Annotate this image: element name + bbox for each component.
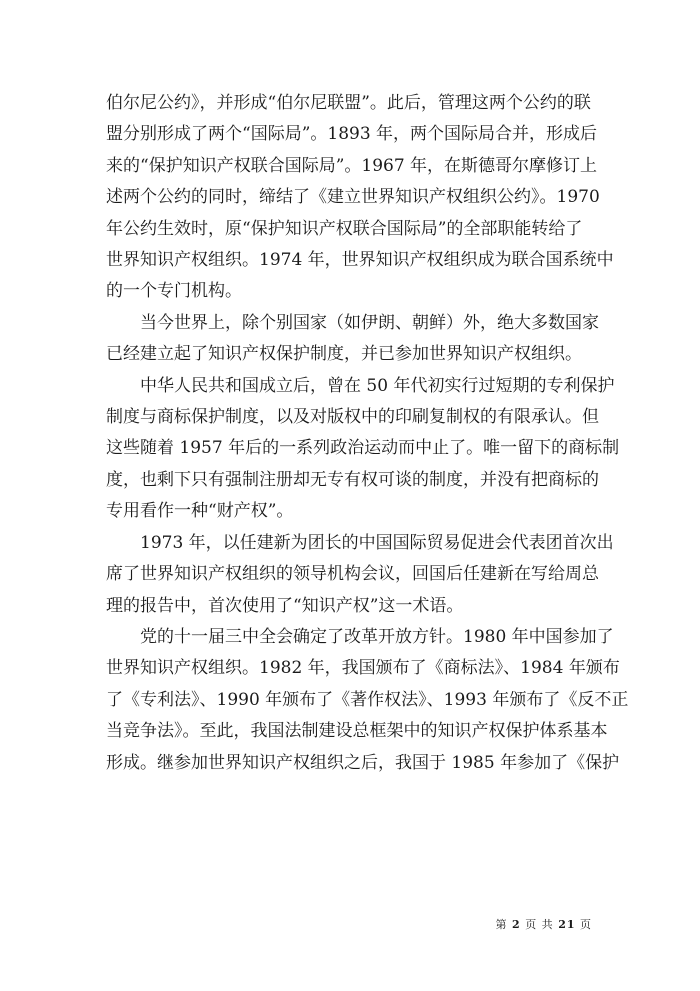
footer-suffix: 页 bbox=[580, 918, 592, 931]
paragraph bbox=[106, 528, 614, 622]
text-line: 世界知识产权组织。1974 年，世界知识产权组织成为联合国系统中 bbox=[106, 250, 614, 271]
text-line: 制度与商标保护制度，以及对版权中的印刷复制权的有限承认。但 bbox=[106, 407, 599, 428]
current-page-number: 2 bbox=[512, 918, 521, 931]
footer-middle: 页 共 bbox=[525, 918, 554, 931]
total-page-count: 21 bbox=[558, 918, 576, 931]
text-line: 世界知识产权组织。1982 年，我国颁布了《商标法》、1984 年颁布 bbox=[106, 658, 620, 679]
paragraph bbox=[106, 622, 629, 779]
page-number-footer bbox=[496, 916, 592, 932]
footer-prefix: 第 bbox=[495, 918, 508, 931]
text-line: 当竞争法》。至此，我国法制建设总框架中的知识产权保护体系基本 bbox=[106, 721, 608, 742]
text-line: 年公约生效时，原“保护知识产权联合国际局”的全部职能转给了 bbox=[106, 218, 583, 239]
text-line: 党的十一届三中全会确定了改革开放方针。1980 年中国参加了 bbox=[140, 626, 614, 647]
text-line: 1973 年，以任建新为团长的中国国际贸易促进会代表团首次出 bbox=[140, 532, 614, 553]
text-line: 席了世界知识产权组织的领导机构会议，回国后任建新在写给周总 bbox=[106, 564, 599, 585]
paragraph bbox=[106, 88, 614, 308]
text-line: 度，也剩下只有强制注册却无专有权可谈的制度，并没有把商标的 bbox=[106, 469, 599, 490]
text-line: 了《专利法》、1990 年颁布了《著作权法》、1993 年颁布了《反不正 bbox=[106, 689, 629, 710]
document-body bbox=[106, 88, 629, 779]
text-line: 盟分别形成了两个“国际局”。1893 年，两个国际局合并，形成后 bbox=[106, 124, 598, 145]
text-line: 来的“保护知识产权联合国际局”。1967 年，在斯德哥尔摩修订上 bbox=[106, 155, 598, 176]
text-line: 形成。继参加世界知识产权组织之后，我国于 1985 年参加了《保护 bbox=[106, 752, 620, 773]
text-line: 专用看作一种“财产权”。 bbox=[106, 501, 294, 522]
text-line: 理的报告中，首次使用了“知识产权”这一术语。 bbox=[106, 595, 464, 616]
text-line: 这些随着 1957 年后的一系列政治运动而中止了。唯一留下的商标制 bbox=[106, 438, 620, 459]
text-line: 中华人民共和国成立后，曾在 50 年代初实行过短期的专利保护 bbox=[140, 375, 615, 396]
text-line: 伯尔尼公约》，并形成“伯尔尼联盟”。此后，管理这两个公约的联 bbox=[106, 93, 591, 113]
text-line: 已经建立起了知识产权保护制度，并已参加世界知识产权组织。 bbox=[106, 344, 582, 365]
paragraph bbox=[106, 308, 599, 371]
text-line: 的一个专门机构。 bbox=[106, 281, 242, 302]
text-line: 述两个公约的同时，缔结了《建立世界知识产权组织公约》。1970 bbox=[106, 187, 600, 208]
text-line: 当今世界上，除个别国家（如伊朗、朝鲜）外，绝大多数国家 bbox=[140, 312, 599, 333]
paragraph bbox=[106, 371, 620, 528]
